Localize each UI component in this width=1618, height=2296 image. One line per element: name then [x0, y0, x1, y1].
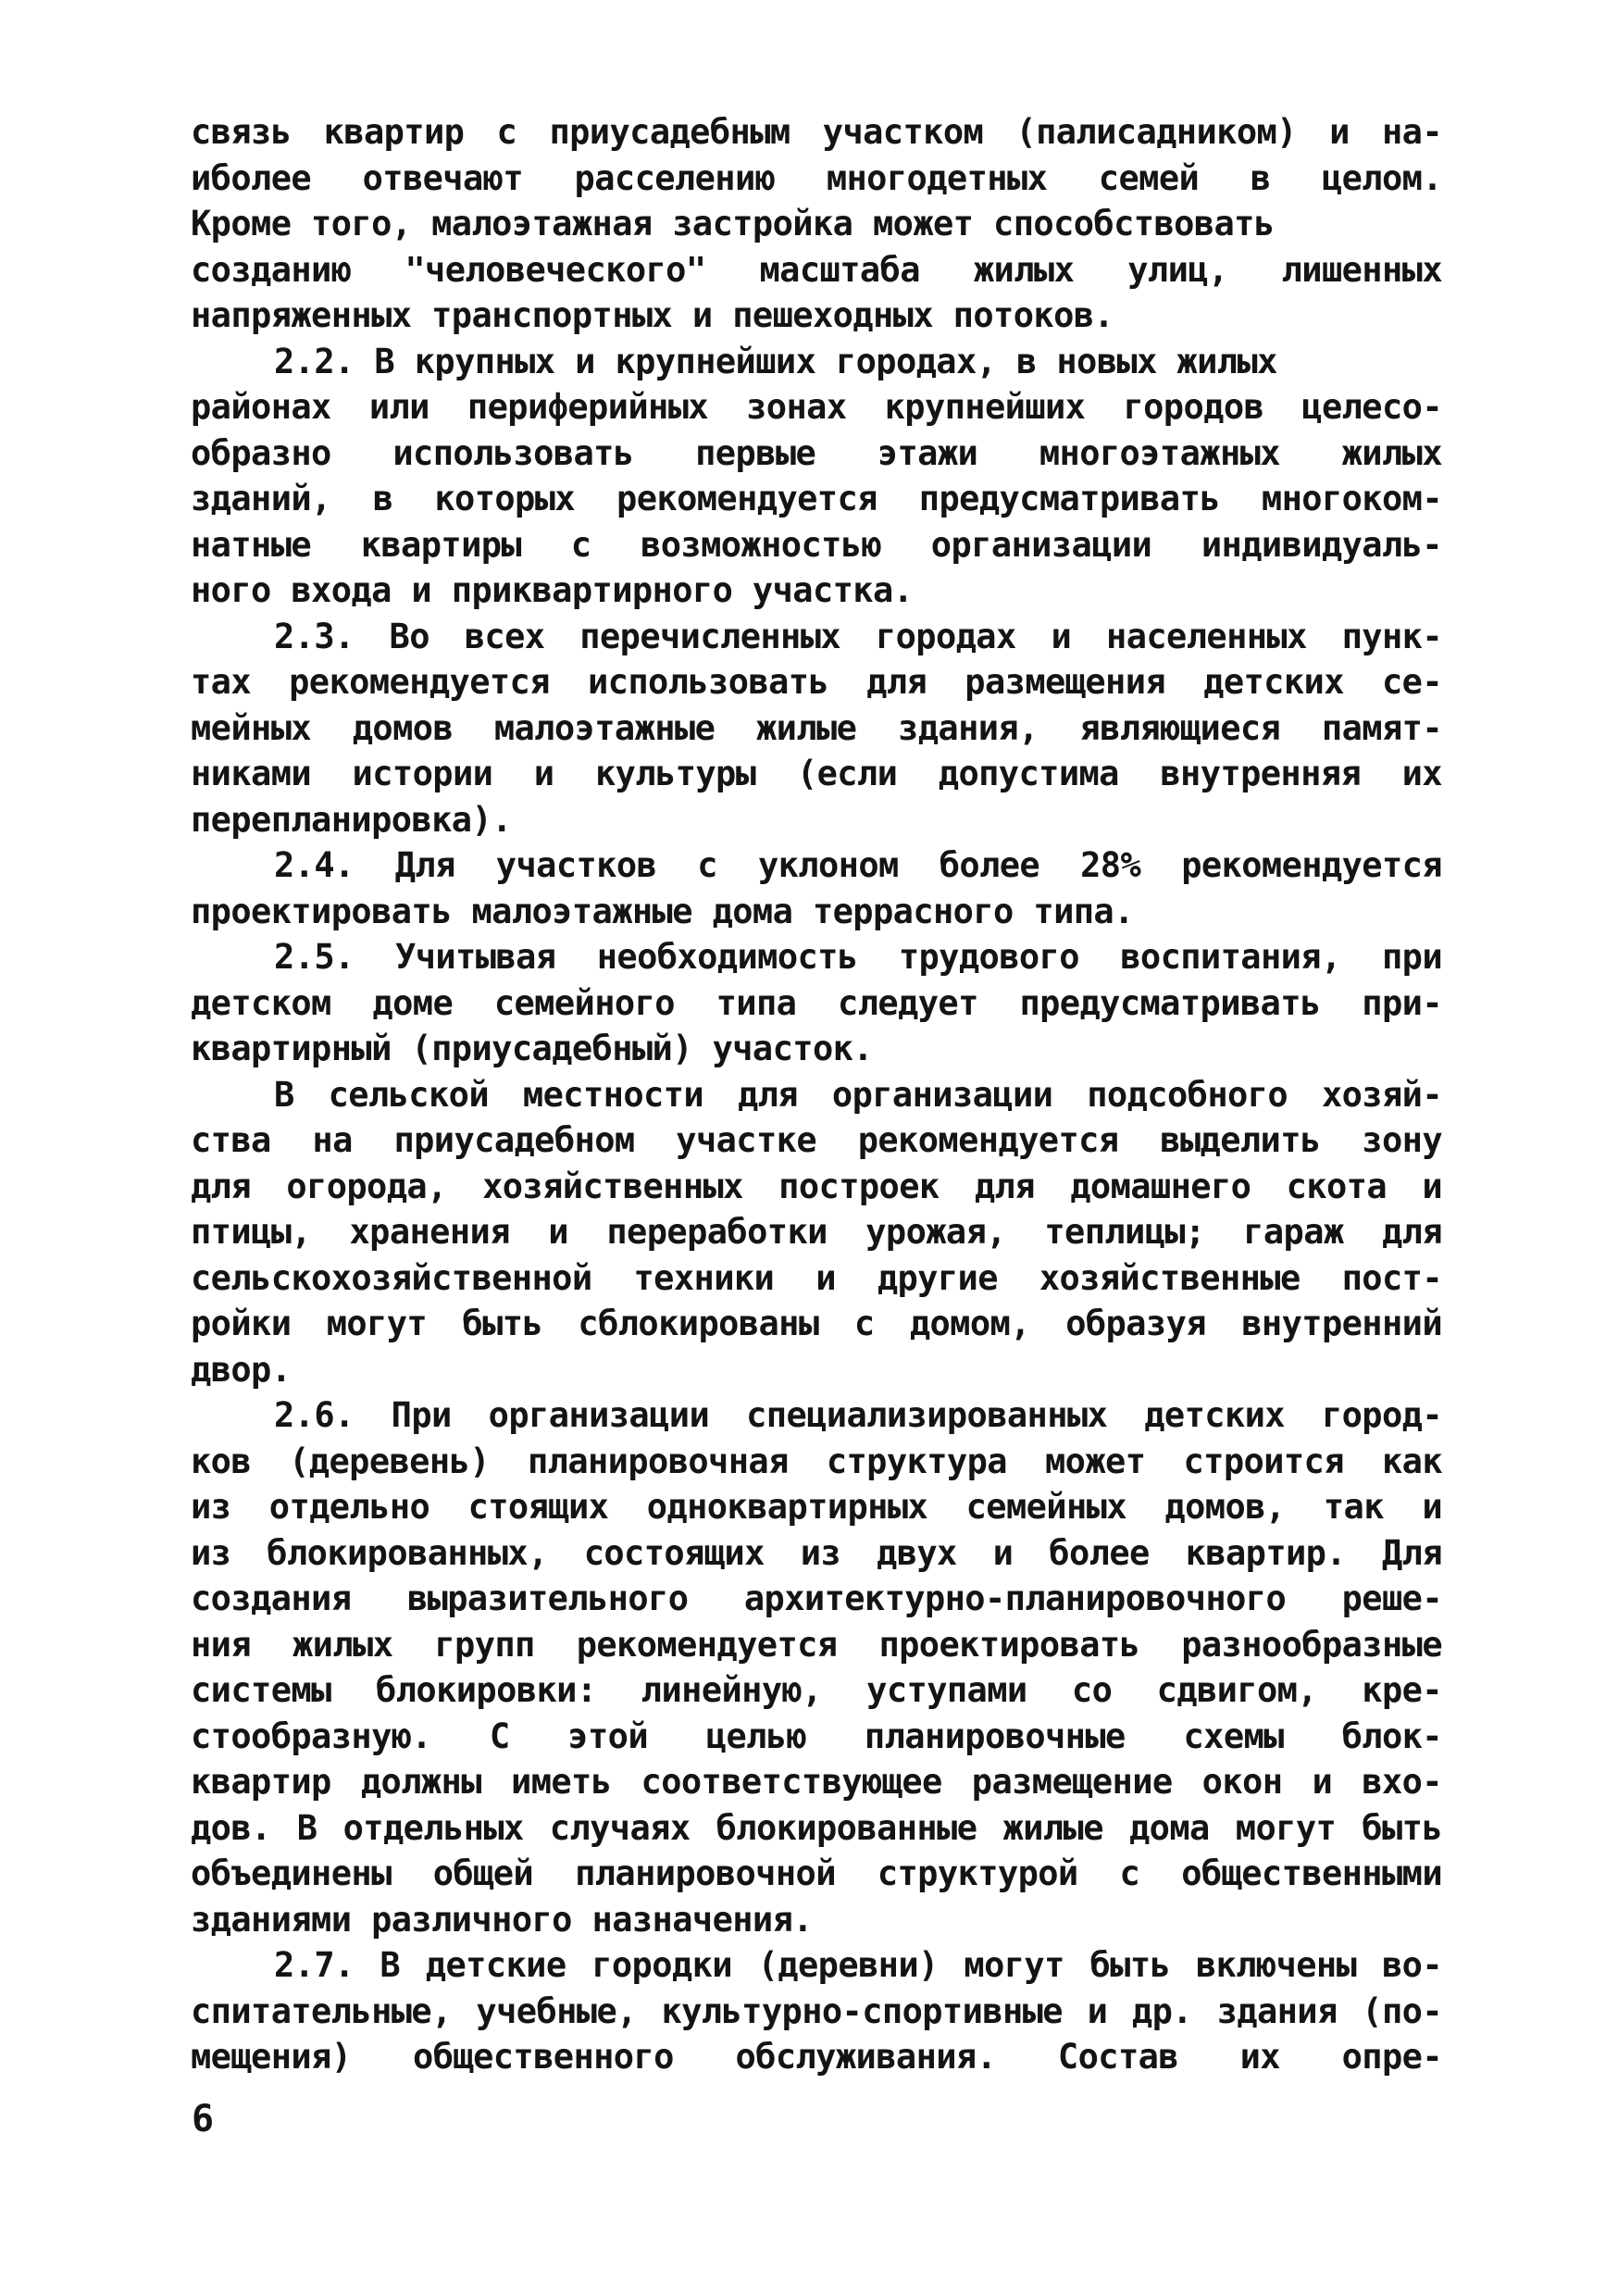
- text-line: 2.3. Во всех перечисленных городах и населенных пунк-: [274, 616, 1442, 656]
- text-line: зданиями различного назначения.: [191, 1899, 813, 1940]
- text-line: В сельской местности для организации подсобного хозяй-: [274, 1074, 1442, 1115]
- text-line: объединены общей планировочной структурой с общественными: [191, 1853, 1442, 1893]
- text-line: мейных домов малоэтажные жилые здания, являющиеся памят-: [191, 707, 1442, 748]
- text-line: детском доме семейного типа следует предусматривать при-: [191, 982, 1442, 1023]
- text-line: ства на приусадебном участке рекомендуется выделить зону: [191, 1120, 1442, 1160]
- text-line: созданию "человеческого" масштаба жилых улиц, лишенных: [191, 249, 1442, 290]
- text-line: мещения) общественного обслуживания. Состав их опре-: [191, 2037, 1442, 2077]
- text-line: создания выразительного архитектурно-планировочного реше-: [191, 1578, 1442, 1618]
- text-line: ройки могут быть сблокированы с домом, образуя внутренний: [191, 1304, 1442, 1343]
- text-line: натные квартиры с возможностью организации индивидуаль-: [191, 524, 1442, 565]
- text-line: ного входа и приквартирного участка.: [191, 570, 914, 610]
- text-line: никами истории и культуры (если допустима внутренняя их: [191, 754, 1442, 793]
- text-line: системы блокировки: линейную, уступами со сдвигом, кре-: [191, 1670, 1442, 1710]
- text-line: перепланировка).: [191, 799, 512, 840]
- text-line: тах рекомендуется использовать для размещения детских се-: [191, 662, 1442, 702]
- text-line: проектировать малоэтажные дома террасного типа.: [191, 891, 1134, 931]
- text-line: напряженных транспортных и пешеходных потоков.: [191, 295, 1114, 335]
- text-line: ков (деревень) планировочная структура может строится как: [191, 1441, 1442, 1481]
- text-line: иболее отвечают расселению многодетных семей в целом.: [191, 157, 1442, 198]
- text-line: образно использовать первые этажи многоэтажных жилых: [191, 432, 1442, 473]
- text-line: 2.6. При организации специализированных детских город-: [274, 1395, 1442, 1435]
- text-line: зданий, в которых рекомендуется предусматривать многоком-: [191, 479, 1442, 518]
- text-line: квартир должны иметь соответствующее размещение окон и вхо-: [191, 1762, 1442, 1802]
- text-line: из блокированных, состоящих из двух и более квартир. Для: [191, 1532, 1442, 1573]
- text-line: связь квартир с приусадебным участком (палисадником) и на-: [191, 112, 1442, 152]
- text-line: 2.2. В крупных и крупнейших городах, в новых жилых: [274, 341, 1277, 381]
- text-line: ния жилых групп рекомендуется проектировать разнообразные: [191, 1624, 1442, 1665]
- text-line: Кроме того, малоэтажная застройка может способствовать: [191, 204, 1275, 243]
- text-line: сельскохозяйственной техники и другие хозяйственные пост-: [191, 1257, 1442, 1298]
- text-line: 2.5. Учитывая необходимость трудового воспитания, при: [274, 937, 1442, 977]
- text-line: районах или периферийных зонах крупнейших городов целесо-: [191, 387, 1442, 427]
- text-line: птицы, хранения и переработки урожая, теплицы; гараж для: [191, 1212, 1442, 1252]
- text-line: стообразную. С этой целью планировочные схемы блок-: [191, 1716, 1442, 1756]
- text-line: из отдельно стоящих одноквартирных семейных домов, так и: [191, 1487, 1442, 1527]
- text-line: для огорода, хозяйственных построек для домашнего скота и: [191, 1166, 1442, 1206]
- text-line: двор.: [191, 1349, 292, 1390]
- document-body-text: [191, 109, 1442, 2080]
- text-line: 2.4. Для участков с уклоном более 28% рекомендуется: [274, 845, 1442, 885]
- text-line: 2.7. В детские городки (деревни) могут быть включены во-: [274, 1945, 1442, 1985]
- page-number: 6: [192, 2098, 215, 2140]
- text-line: дов. В отдельных случаях блокированные жилые дома могут быть: [191, 1807, 1442, 1848]
- text-line: квартирный (приусадебный) участок.: [191, 1029, 873, 1068]
- text-line: спитательные, учебные, культурно-спортивные и др. здания (по-: [191, 1990, 1442, 2031]
